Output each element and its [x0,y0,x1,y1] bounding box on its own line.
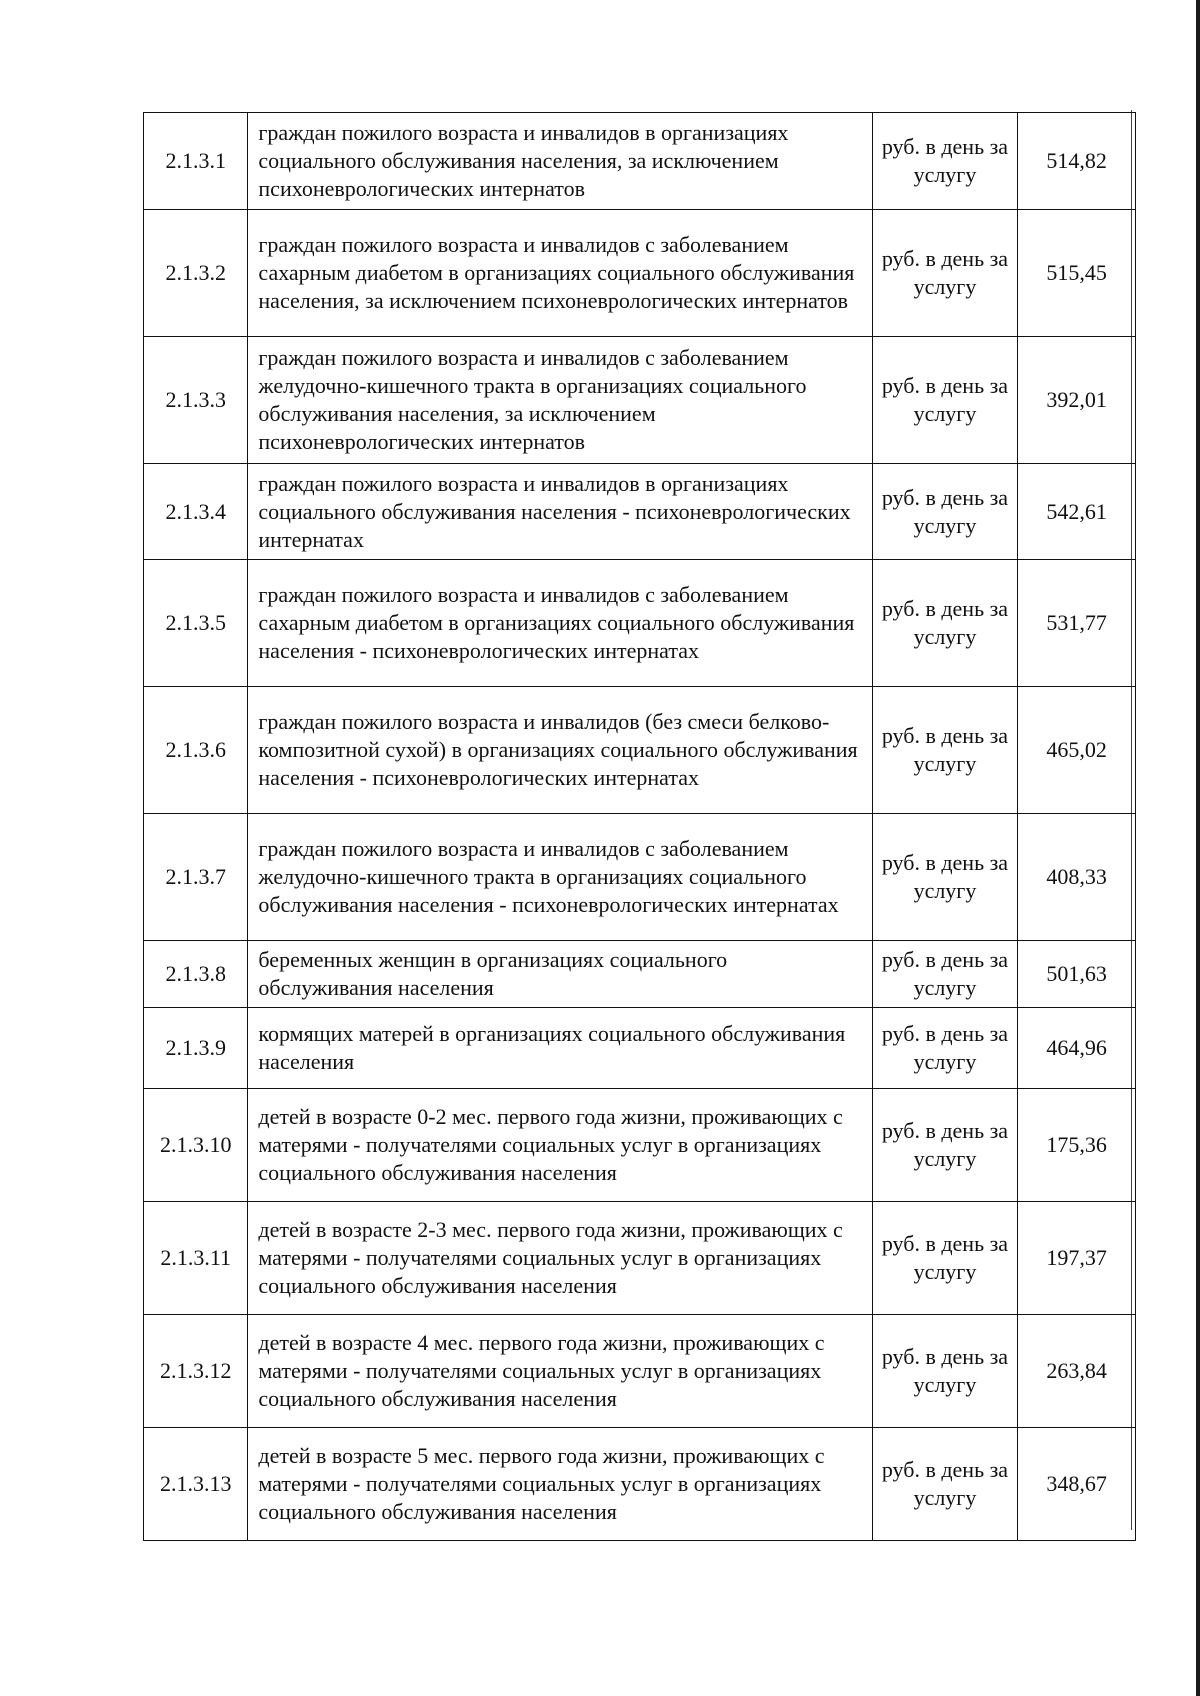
row-description: беременных женщин в организациях социального обслуживания населения [248,941,872,1008]
row-description: детей в возрасте 0-2 мес. первого года жизни, проживающих с матерями - получателями социальных услуг в организациях социального обслуживания населения [248,1089,872,1202]
row-value: 348,67 [1018,1428,1136,1541]
row-value: 263,84 [1018,1315,1136,1428]
row-code: 2.1.3.13 [144,1428,248,1541]
table-row [144,210,1136,337]
row-unit: руб. в день за услугу [872,1428,1018,1541]
row-unit: руб. в день за услугу [872,113,1018,210]
row-description: граждан пожилого возраста и инвалидов с заболеванием желудочно-кишечного тракта в организациях социального обслуживания населения - психоневрологических интернатах [248,814,872,941]
row-description: детей в возрасте 4 мес. первого года жизни, проживающих с матерями - получателями социальных услуг в организациях социального обслуживания населения [248,1315,872,1428]
row-code: 2.1.3.1 [144,113,248,210]
row-code: 2.1.3.10 [144,1089,248,1202]
row-code: 2.1.3.8 [144,941,248,1008]
row-unit: руб. в день за услугу [872,687,1018,814]
row-unit: руб. в день за услугу [872,1315,1018,1428]
row-value: 515,45 [1018,210,1136,337]
table-row [144,1428,1136,1541]
table-row [144,1315,1136,1428]
row-value: 197,37 [1018,1202,1136,1315]
table-row [144,113,1136,210]
table-row [144,687,1136,814]
row-description: граждан пожилого возраста и инвалидов с заболеванием сахарным диабетом в организациях социального обслуживания населения - психоневрологических интернатах [248,560,872,687]
table-row [144,814,1136,941]
row-description: граждан пожилого возраста и инвалидов (без смеси белково-композитной сухой) в организациях социального обслуживания населения - психоневрологических интернатах [248,687,872,814]
row-description: граждан пожилого возраста и инвалидов в организациях социального обслуживания населения - психоневрологических интернатах [248,464,872,560]
table-row [144,1089,1136,1202]
table-row [144,337,1136,464]
row-code: 2.1.3.7 [144,814,248,941]
row-unit: руб. в день за услугу [872,941,1018,1008]
row-value: 464,96 [1018,1008,1136,1089]
table-row [144,464,1136,560]
row-code: 2.1.3.5 [144,560,248,687]
table-row [144,560,1136,687]
table-row [144,941,1136,1008]
row-value: 392,01 [1018,337,1136,464]
row-description: детей в возрасте 2-3 мес. первого года жизни, проживающих с матерями - получателями социальных услуг в организациях социального обслуживания населения [248,1202,872,1315]
row-description: граждан пожилого возраста и инвалидов с заболеванием сахарным диабетом в организациях социального обслуживания населения, за исключением психоневрологических интернатов [248,210,872,337]
row-code: 2.1.3.6 [144,687,248,814]
row-unit: руб. в день за услугу [872,1202,1018,1315]
row-unit: руб. в день за услугу [872,1008,1018,1089]
table-row [144,1008,1136,1089]
row-description: граждан пожилого возраста и инвалидов с заболеванием желудочно-кишечного тракта в организациях социального обслуживания населения, за исключением психоневрологических интернатов [248,337,872,464]
row-code: 2.1.3.2 [144,210,248,337]
row-value: 175,36 [1018,1089,1136,1202]
row-description: кормящих матерей в организациях социального обслуживания населения [248,1008,872,1089]
row-value: 501,63 [1018,941,1136,1008]
row-code: 2.1.3.4 [144,464,248,560]
row-value: 531,77 [1018,560,1136,687]
row-unit: руб. в день за услугу [872,464,1018,560]
scan-edge [1196,0,1200,1696]
row-code: 2.1.3.12 [144,1315,248,1428]
row-unit: руб. в день за услугу [872,210,1018,337]
row-unit: руб. в день за услугу [872,814,1018,941]
row-value: 542,61 [1018,464,1136,560]
row-code: 2.1.3.3 [144,337,248,464]
row-value: 408,33 [1018,814,1136,941]
row-code: 2.1.3.11 [144,1202,248,1315]
row-value: 514,82 [1018,113,1136,210]
row-unit: руб. в день за услугу [872,560,1018,687]
table-row [144,1202,1136,1315]
tariff-table [143,112,1136,1541]
row-unit: руб. в день за услугу [872,337,1018,464]
row-code: 2.1.3.9 [144,1008,248,1089]
row-description: граждан пожилого возраста и инвалидов в организациях социального обслуживания населения, за исключением психоневрологических интернатов [248,113,872,210]
row-value: 465,02 [1018,687,1136,814]
row-description: детей в возрасте 5 мес. первого года жизни, проживающих с матерями - получателями социальных услуг в организациях социального обслуживания населения [248,1428,872,1541]
row-unit: руб. в день за услугу [872,1089,1018,1202]
